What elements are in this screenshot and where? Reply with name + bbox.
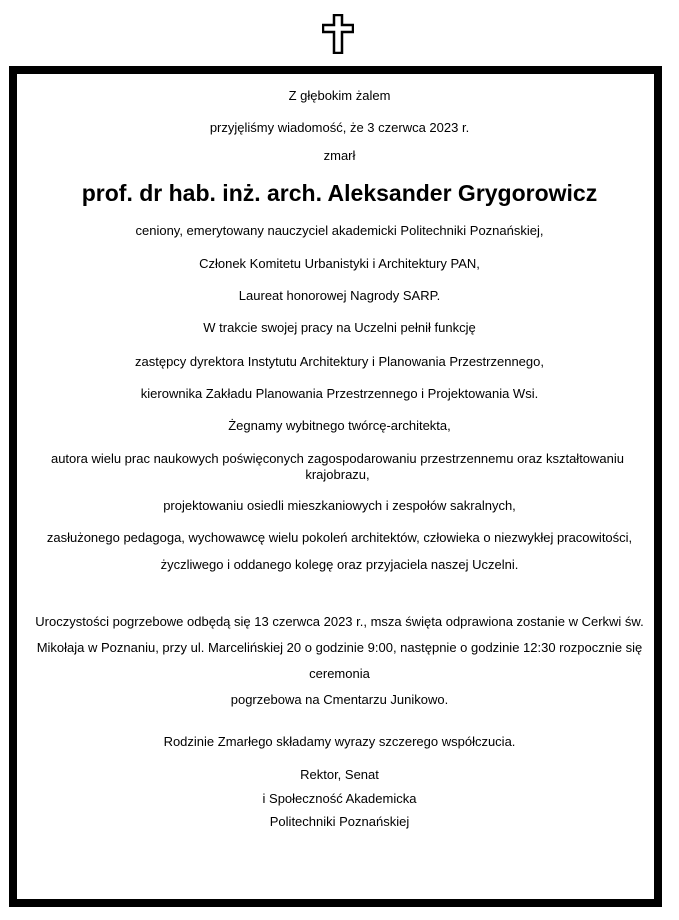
bio-line: zastępcy dyrektora Instytutu Architektury i Planowania Przestrzennego, <box>135 354 544 369</box>
funeral-line: Mikołaja w Poznaniu, przy ul. Marcelińskiej 20 o godzinie 9:00, następnie o godzinie 12:30 rozpocznie się <box>36 640 643 655</box>
signature-line: i Społeczność Akademicka <box>262 791 417 806</box>
bio-line: życzliwego i oddanego kolegę oraz przyjaciela naszej Uczelni. <box>160 557 519 572</box>
bio-line: projektowaniu osiedli mieszkaniowych i zespołów sakralnych, <box>163 498 516 513</box>
intro-line: Z głębokim żalem <box>288 88 391 103</box>
bio-line: autora wielu prac naukowych poświęconych zagospodarowaniu przestrzennemu oraz kształtowaniu krajobrazu, <box>50 451 625 482</box>
bio-line: Członek Komitetu Urbanistyki i Architektury PAN, <box>199 256 480 271</box>
signature-line: Rektor, Senat <box>300 767 379 782</box>
bio-line: kierownika Zakładu Planowania Przestrzennego i Projektowania Wsi. <box>140 386 539 401</box>
deceased-name: prof. dr hab. inż. arch. Aleksander Grygorowicz <box>81 180 598 206</box>
bio-line: ceniony, emerytowany nauczyciel akademicki Politechniki Poznańskiej, <box>135 223 544 238</box>
bio-line: zasłużonego pedagoga, wychowawcę wielu pokoleń architektów, człowieka o niezwykłej pracowitości, <box>46 530 633 545</box>
cross-icon <box>322 14 354 54</box>
died-line: zmarł <box>323 148 356 163</box>
funeral-line: Uroczystości pogrzebowe odbędą się 13 czerwca 2023 r., msza święta odprawiona zostanie w Cerkwi św. <box>35 614 644 629</box>
bio-line: Żegnamy wybitnego twórcę-architekta, <box>228 418 451 433</box>
condolences-line: Rodzinie Zmarłego składamy wyrazy szczerego współczucia. <box>163 734 516 749</box>
received-line: przyjęliśmy wiadomość, że 3 czerwca 2023 r. <box>209 120 470 135</box>
funeral-line: ceremonia <box>309 666 370 681</box>
bio-line: W trakcie swojej pracy na Uczelni pełnił funkcję <box>203 320 476 335</box>
bio-line: Laureat honorowej Nagrody SARP. <box>238 288 441 303</box>
funeral-line: pogrzebowa na Cmentarzu Junikowo. <box>230 692 449 707</box>
signature-line: Politechniki Poznańskiej <box>269 814 410 829</box>
